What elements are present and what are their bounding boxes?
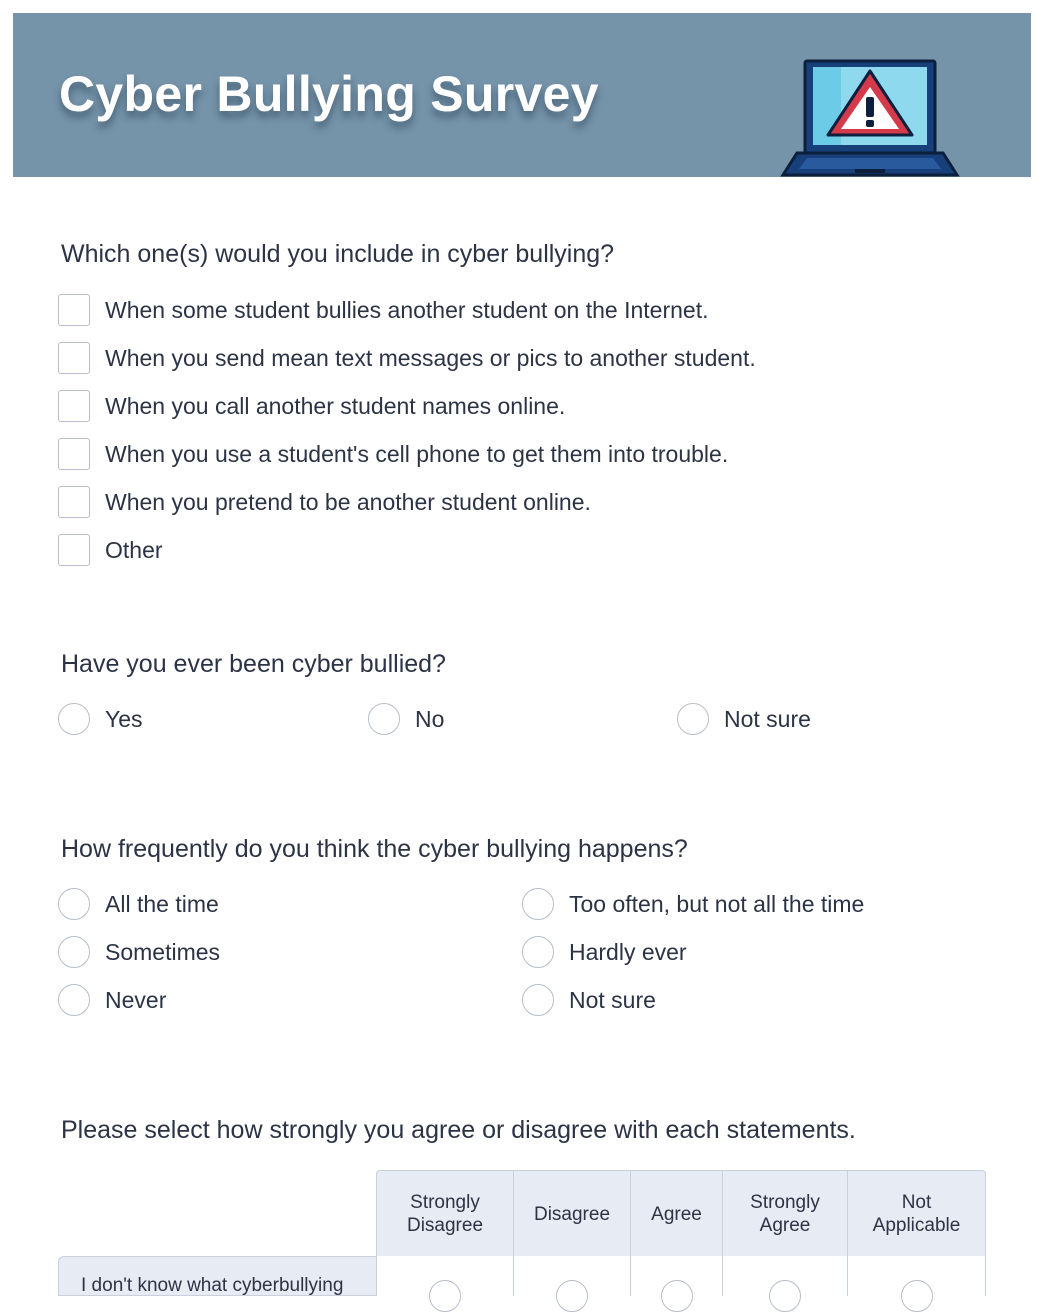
survey-header — [13, 13, 1031, 177]
radio-button[interactable] — [556, 1280, 588, 1312]
matrix-column-agree — [630, 1170, 722, 1258]
option-label: When some student bullies another student on the Internet. — [105, 296, 709, 323]
radio-button[interactable] — [522, 936, 554, 968]
q3-option-hardly-ever[interactable] — [522, 935, 687, 969]
option-label: Not sure — [724, 705, 811, 732]
q3-option-all-the-time[interactable] — [58, 887, 219, 921]
survey-title: Cyber Bullying Survey — [59, 66, 599, 122]
question-1-label: Which one(s) would you include in cyber bullying? — [61, 240, 615, 268]
matrix-row-1-label-cell — [58, 1256, 377, 1296]
option-label: Never — [105, 986, 167, 1013]
radio-button[interactable] — [522, 984, 554, 1016]
column-label: Strongly Disagree — [406, 1192, 484, 1236]
q1-option-1[interactable] — [58, 293, 709, 327]
q2-option-yes[interactable] — [58, 702, 143, 736]
q3-option-never[interactable] — [58, 983, 166, 1017]
matrix-row-label: I don't know what cyberbullying — [81, 1275, 344, 1296]
radio-button[interactable] — [368, 703, 400, 735]
question-3-label: How frequently do you think the cyber bullying happens? — [61, 835, 688, 863]
question-4-label: Please select how strongly you agree or disagree with each statements. — [61, 1116, 856, 1144]
option-label: Not sure — [569, 986, 656, 1013]
matrix-cell — [376, 1256, 513, 1296]
q3-option-sometimes[interactable] — [58, 935, 220, 969]
option-label: Too often, but not all the time — [569, 890, 865, 917]
matrix-column-strongly-disagree — [376, 1170, 513, 1258]
option-label: Sometimes — [105, 938, 221, 965]
option-label: All the time — [105, 890, 219, 917]
radio-button[interactable] — [429, 1280, 461, 1312]
checkbox[interactable] — [58, 486, 90, 518]
option-label: Other — [105, 536, 163, 563]
radio-button[interactable] — [58, 984, 90, 1016]
option-label: Hardly ever — [569, 938, 687, 965]
radio-button[interactable] — [58, 703, 90, 735]
option-label: When you pretend to be another student online. — [105, 488, 591, 515]
column-label: Disagree — [533, 1203, 611, 1225]
radio-button[interactable] — [901, 1280, 933, 1312]
q3-option-too-often[interactable] — [522, 887, 864, 921]
matrix-column-disagree — [513, 1170, 630, 1258]
checkbox[interactable] — [58, 294, 90, 326]
laptop-warning-icon — [781, 57, 959, 179]
q3-option-not-sure[interactable] — [522, 983, 656, 1017]
q2-option-not-sure[interactable] — [677, 702, 811, 736]
option-label: When you call another student names online. — [105, 392, 566, 419]
radio-button[interactable] — [677, 703, 709, 735]
checkbox[interactable] — [58, 438, 90, 470]
checkbox[interactable] — [58, 534, 90, 566]
option-label: Yes — [105, 705, 143, 732]
q1-option-3[interactable] — [58, 389, 565, 423]
matrix-cell — [630, 1256, 722, 1296]
radio-button[interactable] — [769, 1280, 801, 1312]
radio-button[interactable] — [522, 888, 554, 920]
column-label: Strongly Agree — [750, 1192, 820, 1236]
q2-option-no[interactable] — [368, 702, 444, 736]
q1-option-2[interactable] — [58, 341, 756, 375]
matrix-column-strongly-agree — [722, 1170, 847, 1258]
checkbox[interactable] — [58, 342, 90, 374]
checkbox[interactable] — [58, 390, 90, 422]
matrix-cell — [513, 1256, 630, 1296]
matrix-cell — [847, 1256, 986, 1296]
column-label: Not Applicable — [872, 1192, 961, 1236]
column-label: Agree — [651, 1203, 702, 1225]
q1-option-5[interactable] — [58, 485, 591, 519]
matrix-column-not-applicable — [847, 1170, 986, 1258]
matrix-cell — [722, 1256, 847, 1296]
radio-button[interactable] — [58, 936, 90, 968]
option-label: When you use a student's cell phone to get them into trouble. — [105, 440, 729, 467]
question-2-label: Have you ever been cyber bullied? — [61, 650, 446, 678]
radio-button[interactable] — [661, 1280, 693, 1312]
option-label: No — [415, 705, 445, 732]
q1-option-other[interactable] — [58, 533, 163, 567]
radio-button[interactable] — [58, 888, 90, 920]
q1-option-4[interactable] — [58, 437, 728, 471]
option-label: When you send mean text messages or pics to another student. — [105, 344, 756, 371]
